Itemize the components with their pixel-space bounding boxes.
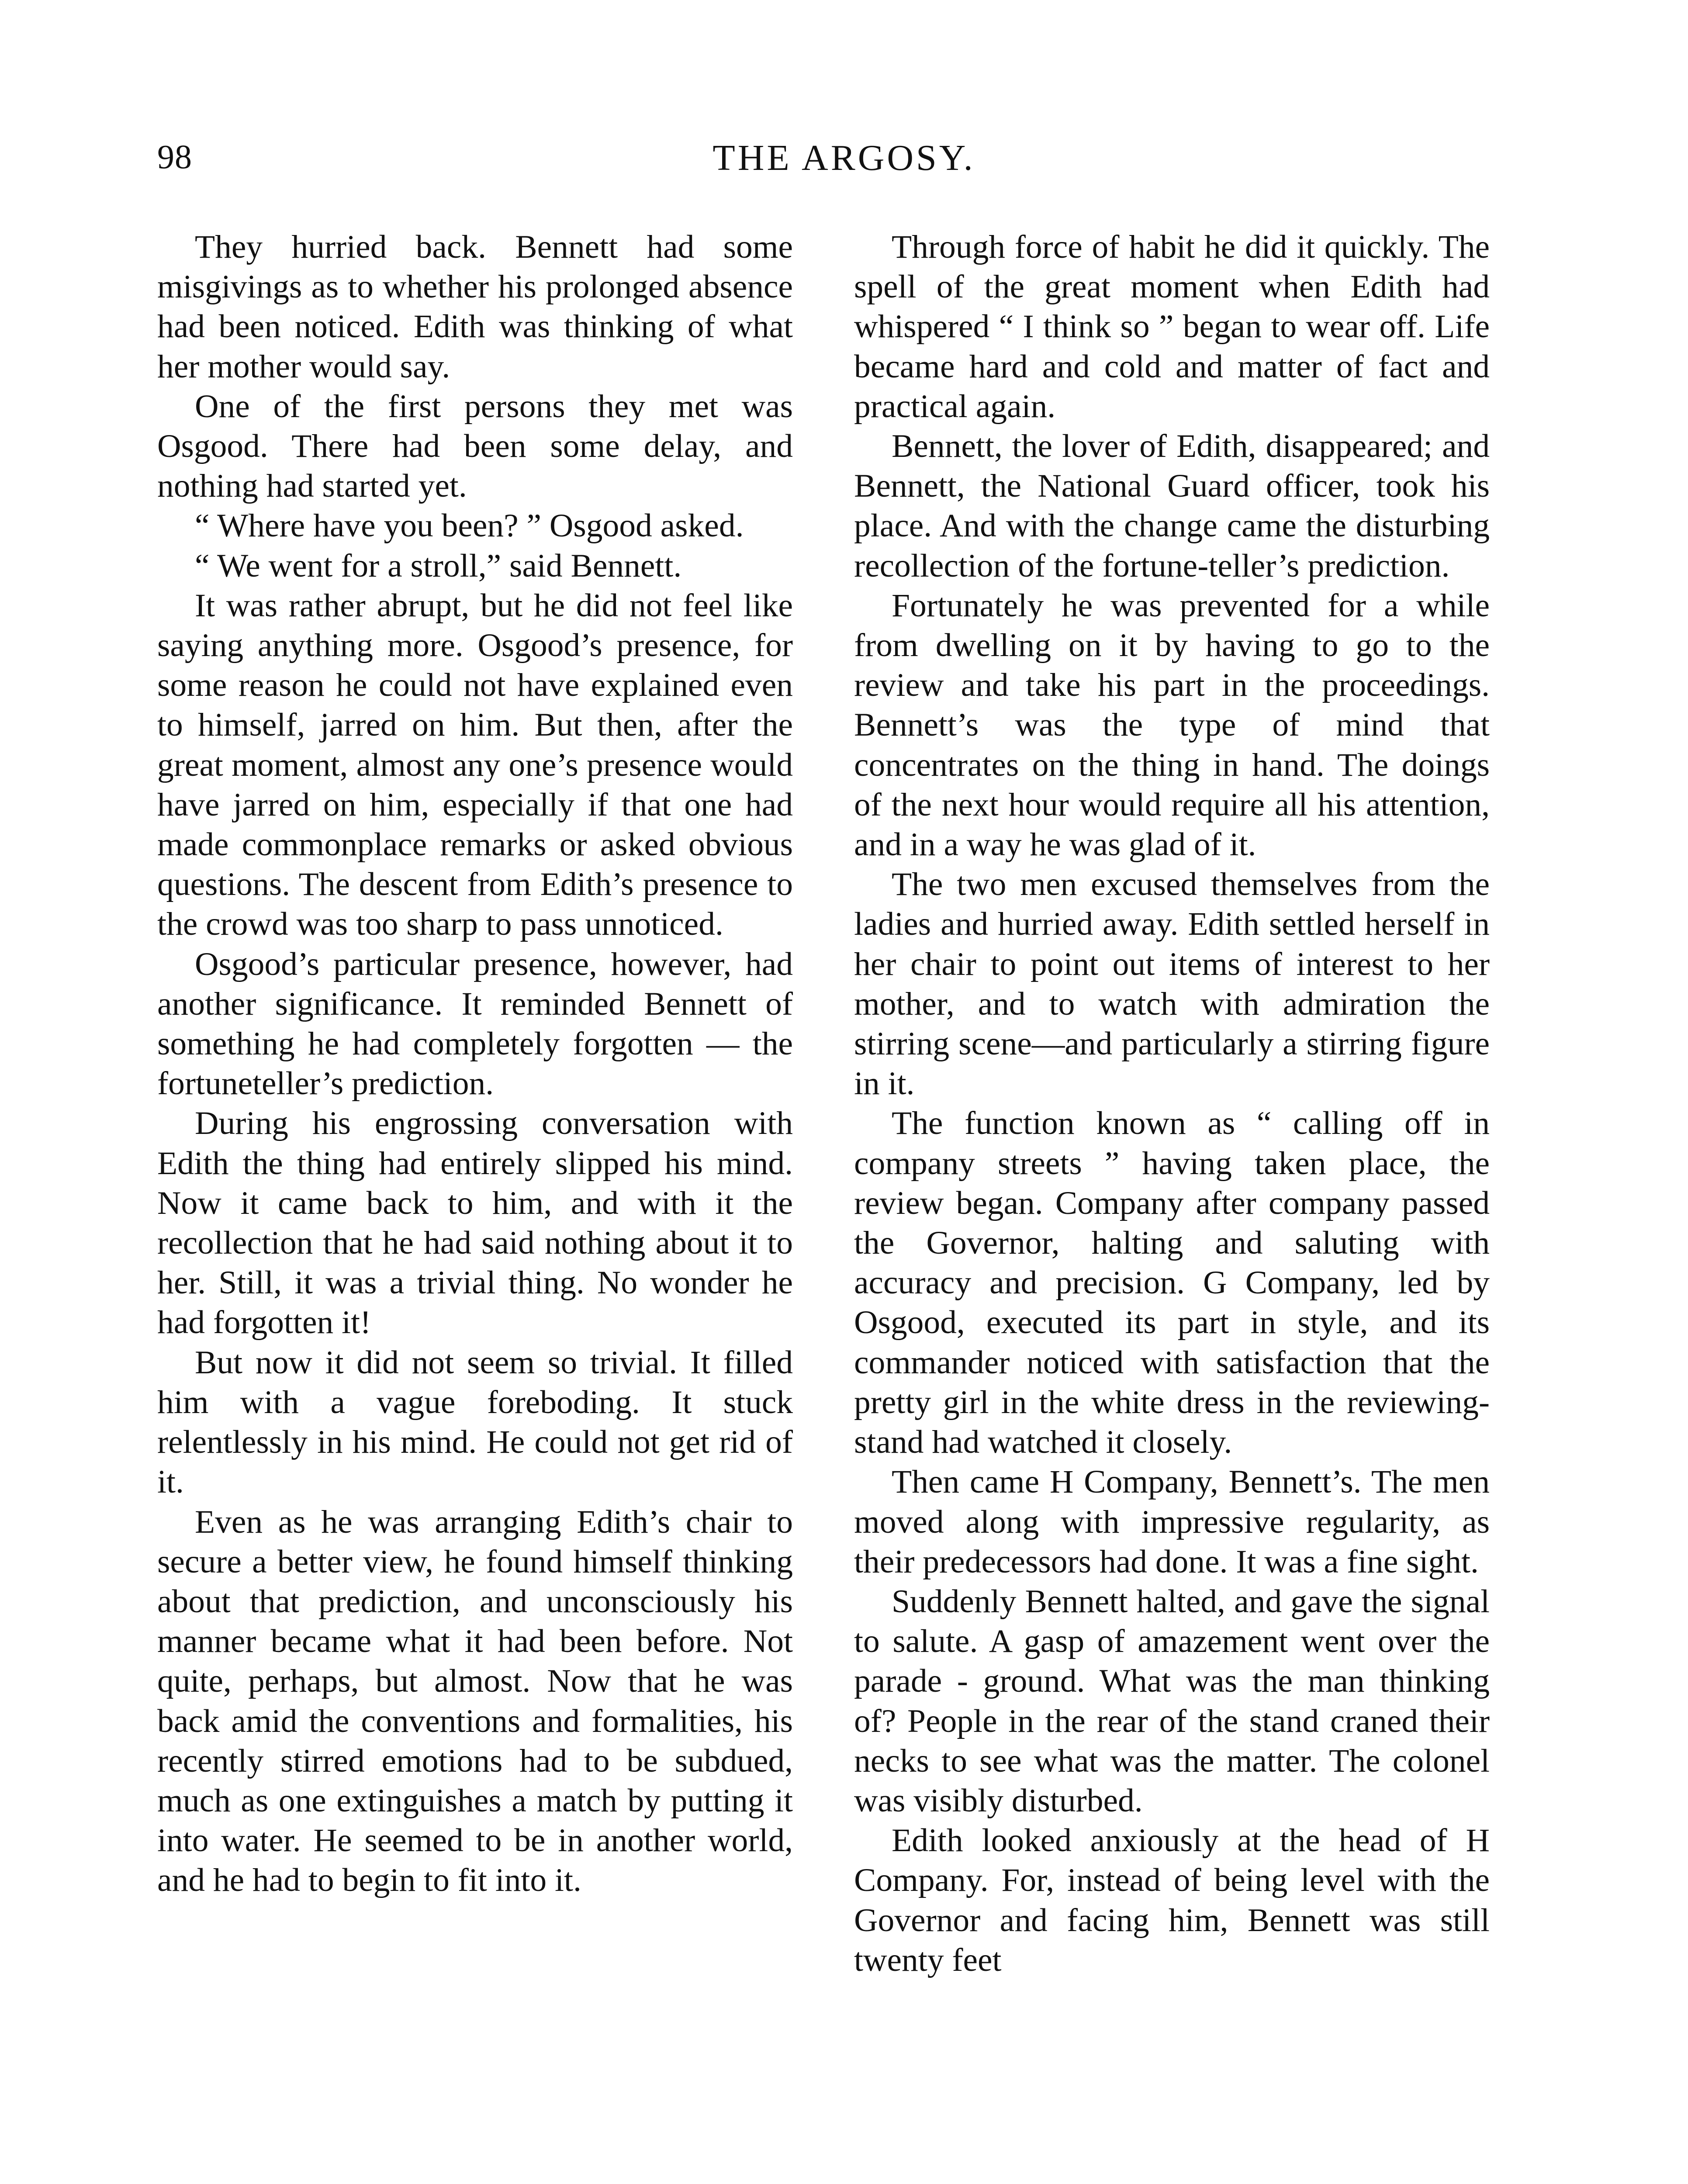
- paragraph: During his engrossing conversation with Edith the thing had entirely slipped his mind. Now it came back to him, and with it the recollection that he had said nothing about it to her. Still, it was a trivial thing. No wonder he had forgotten it!: [157, 1105, 793, 1341]
- paragraph: Osgood’s particular presence, however, had another significance. It reminded Bennett of something he had completely forgotten — the fortuneteller’s prediction.: [157, 946, 793, 1102]
- paragraph: One of the first persons they met was Osgood. There had been some delay, and nothing had started yet.: [157, 388, 793, 505]
- right-column: [854, 227, 1490, 1980]
- paragraph: Edith looked anxiously at the head of H Company. For, instead of being level with the Governor and facing him, Bennett was still twenty feet: [854, 1822, 1490, 1978]
- paragraph: Through force of habit he did it quickly. The spell of the great moment when Edith had whispered “ I think so ” began to wear off. Life became hard and cold and matter of fact and practical again.: [854, 229, 1490, 425]
- paragraph: The function known as “ calling off in company streets ” having taken place, the review began. Company after company passed the Governor, halting and saluting with accuracy and precision. G Company, led by Osgood, executed its part in style, and its commander noticed with satisfaction that the pretty girl in the white dress in the reviewing-stand had watched it closely.: [854, 1105, 1490, 1461]
- paragraph: They hurried back. Bennett had some misgivings as to whether his prolonged absence had been noticed. Edith was thinking of what her mother would say.: [157, 229, 793, 385]
- paragraph: Even as he was arranging Edith’s chair to secure a better view, he found himself thinking about that prediction, and unconsciously his manner became what it had been before. Not quite, perhaps, but almost. Now that he was back amid the conventions and formalities, his recently stirred emotions had to be subdued, much as one extinguishes a match by putting it into water. He seemed to be in another world, and he had to begin to fit into it.: [157, 1503, 793, 1899]
- paragraph: “ Where have you been? ” Osgood asked.: [195, 508, 744, 544]
- paragraph: Then came H Company, Bennett’s. The men moved along with impressive regularity, as their predecessors had done. It was a fine sight.: [854, 1464, 1490, 1580]
- paragraph: The two men excused themselves from the ladies and hurried away. Edith settled herself in her chair to point out items of interest to her mother, and to watch with admiration the stirring scene—and particularly a stirring figure in it.: [854, 866, 1490, 1102]
- left-column: [157, 227, 793, 1901]
- paragraph: Suddenly Bennett halted, and gave the signal to salute. A gasp of amazement went over the parade - ground. What was the man thinking of? People in the rear of the stand craned their necks to see what was the matter. The colonel was visibly disturbed.: [854, 1583, 1490, 1819]
- paragraph: “ We went for a stroll,” said Bennett.: [195, 547, 682, 584]
- page-number: 98: [157, 138, 192, 176]
- paragraph: But now it did not seem so trivial. It filled him with a vague foreboding. It stuck relentlessly in his mind. He could not get rid of it.: [157, 1344, 793, 1500]
- paragraph: Bennett, the lover of Edith, disappeared; and Bennett, the National Guard officer, took his place. And with the change came the disturbing recollection of the fortune-teller’s prediction.: [854, 428, 1490, 584]
- paragraph: Fortunately he was prevented for a while from dwelling on it by having to go to the review and take his part in the proceedings. Bennett’s was the type of mind that concentrates on the thing in hand. The doings of the next hour would require all his attention, and in a way he was glad of it.: [854, 587, 1490, 863]
- paragraph: It was rather abrupt, but he did not feel like saying anything more. Osgood’s presence, for some reason he could not have explained even to himself, jarred on him. But then, after the great moment, almost any one’s presence would have jarred on him, especially if that one had made commonplace remarks or asked obvious questions. The descent from Edith’s presence to the crowd was too sharp to pass unnoticed.: [157, 587, 793, 943]
- running-head: THE ARGOSY.: [713, 138, 975, 178]
